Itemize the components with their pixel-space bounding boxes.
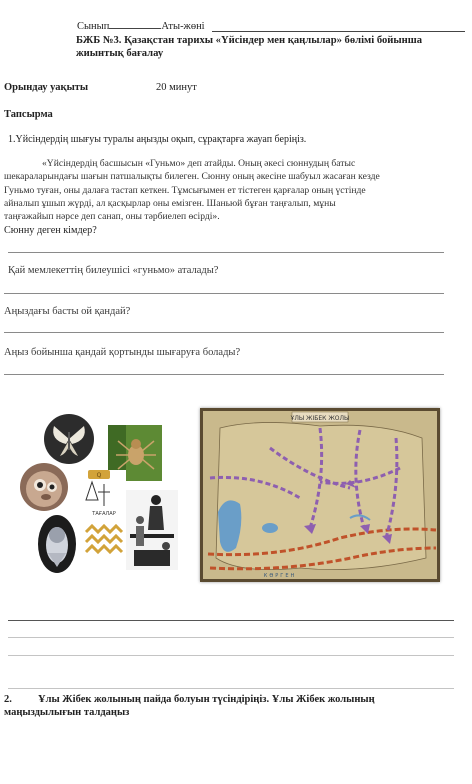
svg-text:Q: Q	[96, 472, 102, 479]
answer-line-4[interactable]	[4, 374, 444, 375]
answer-line-6[interactable]	[8, 637, 454, 638]
class-label: Сынып Аты-жөні	[77, 21, 205, 32]
page-title: БЖБ №3. Қазақстан тарихы «Үйсіндер мен қаңлылар» бөлімі бойынша	[76, 35, 422, 46]
time-value: 20 минут	[156, 82, 197, 93]
legend-text: «Үйсіндердің басшысын «Гуньмо» деп атайды. Оның әкесі сюннудың батыс шекараларындағы шағын патшалықты билеген. Сюнну оның әкесіне шабуыл жасаған кезде Гуньмо туған, оны далаға тастап кеткен. Тұмсығымен ет тістеген қарғалар оның үстінде айналып ұшып жүрді, ал қасқырлар оны емізген. Шаньюй бұған таңғалып, мұны таңғажайып нәрсе деп санап, оны тәрбиелеп өсірді».	[4, 158, 380, 223]
butterfly-photo	[44, 414, 94, 464]
silk-road-map	[200, 408, 440, 582]
people-cartoon	[126, 490, 178, 570]
time-label: Орындау уақыты	[4, 82, 89, 93]
question-1: Қай мемлекеттің билеушісі «гуньмо» аталады?	[8, 265, 219, 276]
answer-line-2[interactable]	[4, 293, 444, 294]
answer-line-8[interactable]	[8, 688, 454, 689]
answer-line-3[interactable]	[4, 332, 444, 333]
bird-photo	[38, 515, 76, 573]
map-title: ҰЛЫ ЖІБЕК ЖОЛЫ	[290, 415, 350, 422]
sub-question: Сюнну деген кімдер?	[4, 225, 97, 236]
tamga-pictogram	[82, 470, 126, 558]
answer-line-7[interactable]	[8, 655, 454, 656]
pictogram-label: ТАҒАЛАР	[92, 511, 116, 517]
owl-photo	[20, 463, 68, 511]
name-underline	[212, 31, 465, 32]
answer-line-5[interactable]	[8, 620, 454, 621]
question-3: Аңыз бойынша қандай қортынды шығаруға болады?	[4, 347, 241, 358]
question-2: Аңыздағы басты ой қандай?	[4, 306, 131, 317]
task-1-instruction: 1.Үйсіндердің шығуы туралы аңызды оқып, сұрақтарға жауап беріңіз.	[8, 134, 307, 145]
answer-line-1[interactable]	[8, 252, 444, 253]
task-2-text-cont: маңыздылығын талдаңыз	[4, 707, 130, 718]
task-2-number: 2.	[4, 694, 12, 705]
page-title-cont: жиынтық бағалау	[76, 48, 164, 59]
map-sea-label: КӨРГЕН	[263, 573, 297, 579]
task-heading: Тапсырма	[4, 109, 53, 120]
task-2-text: Ұлы Жібек жолының пайда болуын түсіндіріңіз. Ұлы Жібек жолының	[38, 694, 375, 705]
